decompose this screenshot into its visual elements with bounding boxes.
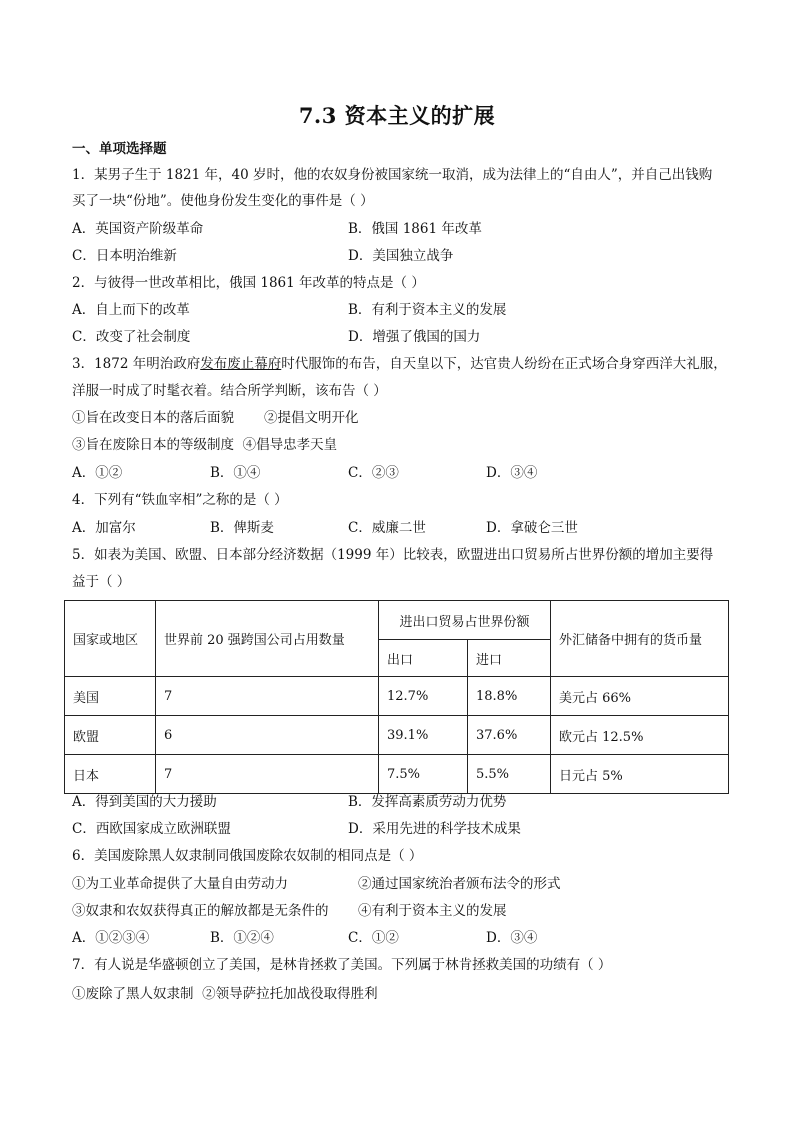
- table-row: [65, 677, 729, 716]
- q3-option-b: B．①④: [210, 465, 261, 481]
- q5-option-b: B．发挥高素质劳动力优势: [348, 794, 507, 810]
- section-heading: 一、单项选择题: [72, 141, 167, 157]
- cell-country: 日本: [65, 755, 156, 794]
- q3-option-a: A．①②: [72, 465, 123, 481]
- q1-option-a: A．英国资产阶级革命: [72, 221, 204, 237]
- header-import: 进口: [468, 640, 551, 677]
- q4-option-c: C．威廉二世: [348, 520, 426, 536]
- cell-currency: 美元占 66%: [551, 677, 729, 716]
- q1-option-b: B．俄国 1861 年改革: [348, 221, 482, 237]
- cell-export: 7.5%: [379, 755, 468, 794]
- header-country: 国家或地区: [65, 601, 156, 677]
- question-3-stem-cont: 洋服一时成了时髦衣着。结合所学判断，该布告（ ）: [72, 383, 387, 399]
- cell-import: 37.6%: [468, 716, 551, 755]
- q6-option-c: C．①②: [348, 930, 399, 946]
- q3-statements-1: ①旨在改变日本的落后面貌 ②提倡文明开化: [72, 410, 359, 426]
- q3-stem-part: 时代服饰的布告，自天皇以下，达官贵人纷纷在正式场合身穿西洋大礼服，: [281, 356, 727, 372]
- q3-stem-underlined: 发布废止幕府: [200, 356, 282, 372]
- cell-currency: 日元占 5%: [551, 755, 729, 794]
- cell-mnc: 7: [156, 677, 379, 716]
- cell-import: 5.5%: [468, 755, 551, 794]
- cell-country: 欧盟: [65, 716, 156, 755]
- q6-statement-4: ④有利于资本主义的发展: [358, 903, 507, 919]
- q5-option-c: C．西欧国家成立欧洲联盟: [72, 821, 231, 837]
- q2-option-d: D．增强了俄国的国力: [348, 329, 481, 345]
- question-2-stem: 2．与彼得一世改革相比，俄国 1861 年改革的特点是（ ）: [72, 275, 425, 291]
- table-row: [65, 716, 729, 755]
- q5-option-a: A．得到美国的大力援助: [72, 794, 217, 810]
- header-mnc: 世界前 20 强跨国公司占用数量: [156, 601, 379, 677]
- economic-data-table: [64, 600, 729, 794]
- cell-country: 美国: [65, 677, 156, 716]
- q2-option-a: A．自上而下的改革: [72, 302, 190, 318]
- q1-option-c: C．日本明治维新: [72, 248, 177, 264]
- header-currency: 外汇储备中拥有的货币量: [551, 601, 729, 677]
- cell-export: 12.7%: [379, 677, 468, 716]
- q6-option-d: D．③④: [486, 930, 538, 946]
- header-trade-share: 进出口贸易占世界份额: [379, 601, 551, 640]
- q7-statements-1: ①废除了黑人奴隶制 ②领导萨拉托加战役取得胜利: [72, 986, 378, 1002]
- q1-option-d: D．美国独立战争: [348, 248, 454, 264]
- q6-option-a: A．①②③④: [72, 930, 150, 946]
- q3-option-c: C．②③: [348, 465, 399, 481]
- cell-currency: 欧元占 12.5%: [551, 716, 729, 755]
- question-7-stem: 7．有人说是华盛顿创立了美国，是林肯拯救了美国。下列属于林肯拯救美国的功绩有（ ）: [72, 957, 612, 973]
- q3-statements-2: ③旨在废除日本的等级制度 ④倡导忠孝天皇: [72, 437, 338, 453]
- question-5-stem: 5．如表为美国、欧盟、日本部分经济数据（1999 年）比较表，欧盟进出口贸易所占世界份额的增加主要得: [72, 547, 714, 563]
- cell-export: 39.1%: [379, 716, 468, 755]
- q4-option-b: B．俾斯麦: [210, 520, 274, 536]
- cell-import: 18.8%: [468, 677, 551, 716]
- q3-stem-part: 3．1872 年明治政府: [72, 356, 201, 372]
- question-5-stem-cont: 益于（ ）: [72, 574, 131, 590]
- cell-mnc: 7: [156, 755, 379, 794]
- table-row: [65, 755, 729, 794]
- question-3-stem: [72, 355, 727, 373]
- q4-option-d: D．拿破仑三世: [486, 520, 578, 536]
- page-title: 7.3 资本主义的扩展: [298, 103, 496, 128]
- question-6-stem: 6．美国废除黑人奴隶制同俄国废除农奴制的相同点是（ ）: [72, 848, 423, 864]
- question-1-stem: 1．某男子生于 1821 年，40 岁时，他的农奴身份被国家统一取消，成为法律上的“自由人”，并自己出钱购: [72, 167, 713, 183]
- question-4-stem: 4．下列有“铁血宰相”之称的是（ ）: [72, 492, 288, 508]
- q6-statement-2: ②通过国家统治者颁布法令的形式: [358, 876, 561, 892]
- question-1-stem-cont: 买了一块“份地”。使他身份发生变化的事件是（ ）: [72, 193, 374, 209]
- q3-option-d: D．③④: [486, 465, 538, 481]
- header-export: 出口: [379, 640, 468, 677]
- q4-option-a: A．加富尔: [72, 520, 136, 536]
- q2-option-b: B．有利于资本主义的发展: [348, 302, 507, 318]
- q6-statement-1: ①为工业革命提供了大量自由劳动力: [72, 876, 288, 892]
- q6-option-b: B．①②④: [210, 930, 274, 946]
- q5-option-d: D．采用先进的科学技术成果: [348, 821, 521, 837]
- q2-option-c: C．改变了社会制度: [72, 329, 191, 345]
- q6-statement-3: ③奴隶和农奴获得真正的解放都是无条件的: [72, 903, 329, 919]
- cell-mnc: 6: [156, 716, 379, 755]
